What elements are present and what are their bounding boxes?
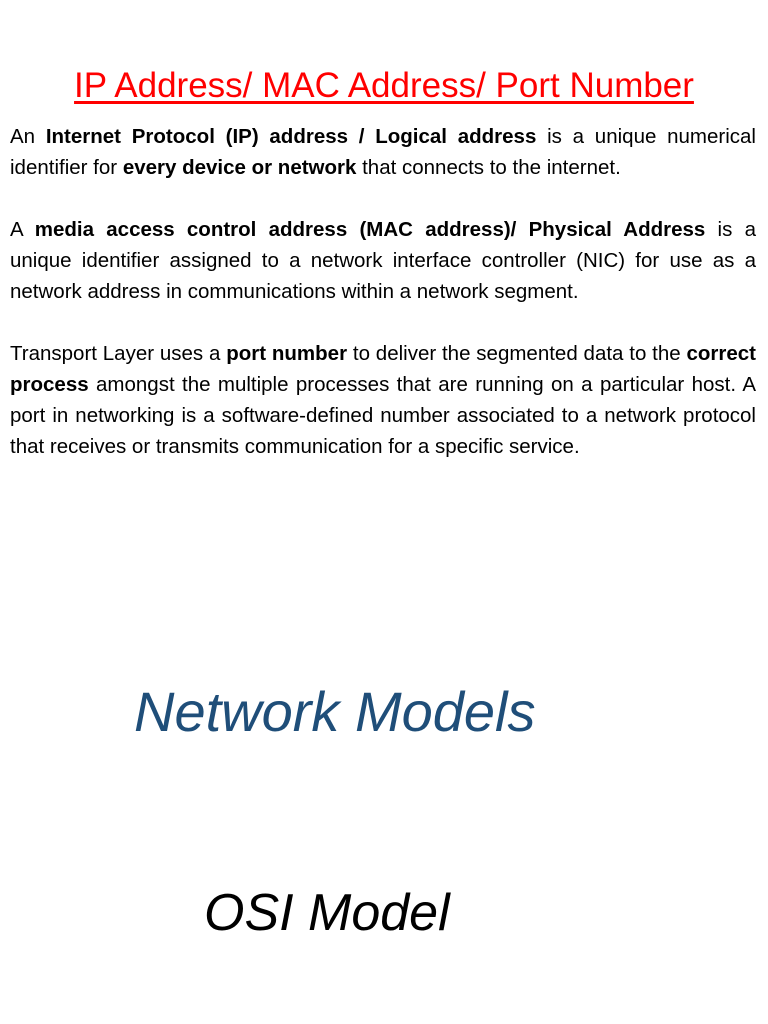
port-number-paragraph xyxy=(10,338,756,462)
ip-address-paragraph xyxy=(10,121,756,183)
page-title: IP Address/ MAC Address/ Port Number xyxy=(74,66,694,105)
port-text-1: Transport Layer uses a xyxy=(10,342,227,365)
port-bold-phrase: correct process xyxy=(10,342,757,396)
port-text-2: to deliver the segmented data to the xyxy=(347,342,687,365)
port-text-3: amongst the multiple processes that are running on a particular host. A port in networking is a software-defined number associated to a network protocol that receives or transmits communication for a specific service. xyxy=(10,373,756,458)
mac-text-2: is a unique identifier assigned to a network interface controller (NIC) for use as a network address in communications within a network segment. xyxy=(10,218,756,303)
mac-address-paragraph xyxy=(10,214,756,307)
port-bold-term: port number xyxy=(226,342,348,365)
network-models-heading: Network Models xyxy=(134,680,536,743)
ip-bold-term: Internet Protocol (IP) address / Logical address xyxy=(45,125,537,148)
mac-bold-term: media access control address (MAC address)/ Physical Address xyxy=(34,218,706,241)
ip-text-3: that connects to the internet. xyxy=(356,156,621,179)
ip-text-1: An xyxy=(10,125,46,148)
ip-bold-phrase: every device or network xyxy=(122,156,357,179)
ip-text-2: is a unique numerical identifier for xyxy=(10,125,756,179)
body-text xyxy=(10,121,756,493)
osi-model-heading: OSI Model xyxy=(204,884,450,942)
mac-text-1: A xyxy=(10,218,35,241)
